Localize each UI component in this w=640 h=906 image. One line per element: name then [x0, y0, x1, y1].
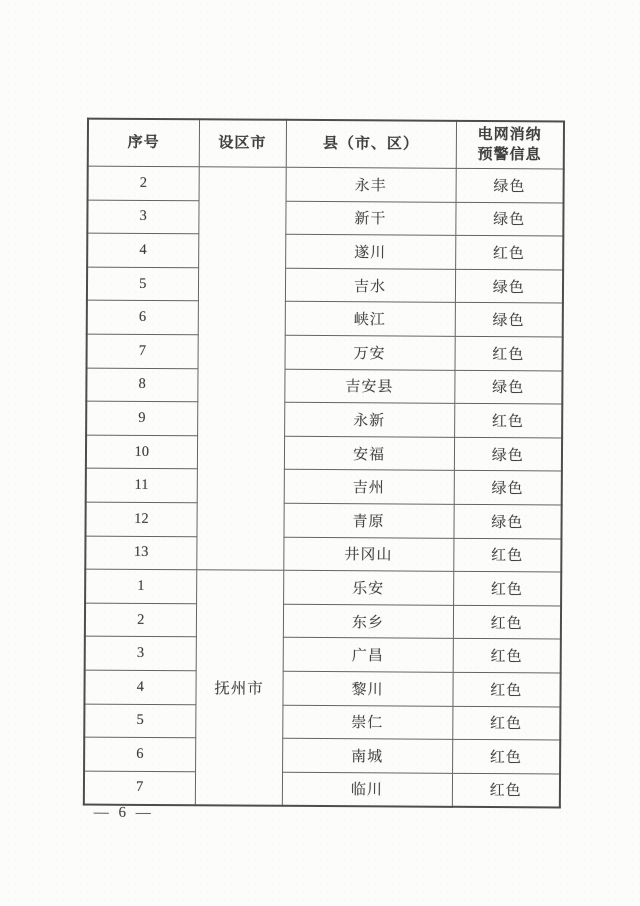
page-number: — 6 — [93, 804, 154, 821]
seq-cell: 6 [84, 737, 195, 771]
county-cell: 东乡 [283, 604, 453, 639]
seq-cell: 4 [87, 233, 198, 267]
grid-warning-table [83, 118, 565, 809]
seq-cell: 5 [87, 267, 198, 301]
status-cell: 绿色 [454, 370, 562, 404]
seq-cell: 2 [88, 166, 199, 200]
seq-cell: 3 [85, 636, 196, 670]
status-cell: 红色 [452, 672, 560, 706]
status-cell: 绿色 [454, 437, 562, 471]
seq-cell: 7 [84, 771, 195, 806]
table-row [85, 502, 561, 539]
seq-cell: 5 [84, 704, 195, 738]
county-cell: 永新 [284, 402, 454, 437]
county-cell: 峡江 [285, 302, 455, 337]
header-city: 设区市 [199, 119, 286, 167]
seq-cell: 2 [85, 603, 196, 637]
county-cell: 青原 [283, 503, 453, 538]
status-cell: 红色 [455, 336, 563, 370]
status-cell: 红色 [452, 773, 560, 808]
status-cell: 红色 [453, 639, 561, 673]
header-county: 县（市、区） [286, 120, 456, 169]
seq-cell: 3 [87, 200, 198, 234]
county-cell: 吉州 [284, 470, 454, 505]
table-row [87, 267, 563, 304]
county-cell: 永丰 [286, 167, 456, 202]
seq-cell: 10 [86, 435, 197, 469]
county-cell: 南城 [282, 738, 452, 773]
table-row [86, 401, 562, 438]
table-row [84, 670, 560, 707]
status-cell: 红色 [453, 538, 561, 572]
status-cell: 红色 [455, 236, 563, 270]
county-cell: 广昌 [283, 638, 453, 673]
county-cell: 临川 [282, 772, 452, 807]
status-cell: 绿色 [455, 303, 563, 337]
status-cell: 绿色 [453, 504, 561, 538]
table-row [87, 200, 563, 237]
status-cell: 绿色 [455, 269, 563, 303]
table-row [85, 636, 561, 673]
table-row [87, 233, 563, 270]
table-header-row [88, 119, 564, 169]
table-row [85, 569, 561, 606]
table-row [86, 368, 562, 405]
county-cell: 新干 [285, 201, 455, 236]
table-row [85, 536, 561, 573]
table-row [84, 704, 560, 741]
seq-cell: 11 [86, 468, 197, 502]
status-cell: 绿色 [454, 471, 562, 505]
seq-cell: 12 [85, 502, 196, 536]
seq-cell: 9 [86, 401, 197, 435]
seq-cell: 7 [87, 334, 198, 368]
status-cell: 红色 [452, 739, 560, 773]
status-cell: 绿色 [456, 168, 564, 202]
status-cell: 红色 [452, 706, 560, 740]
seq-cell: 8 [86, 368, 197, 402]
county-cell: 吉安县 [284, 369, 454, 404]
table-row [88, 166, 564, 203]
city-cell [196, 167, 285, 571]
city-cell: 抚州市 [195, 570, 283, 806]
header-warning: 电网消纳 预警信息 [456, 121, 564, 169]
table-row [87, 334, 563, 371]
county-cell: 遂川 [285, 234, 455, 269]
table-row [87, 300, 563, 337]
county-cell: 安福 [284, 436, 454, 471]
table-row [84, 771, 560, 808]
table-row [85, 603, 561, 640]
table-row [86, 435, 562, 472]
status-cell: 绿色 [455, 202, 563, 236]
status-cell: 红色 [453, 605, 561, 639]
table-row [86, 468, 562, 505]
seq-cell: 4 [84, 670, 195, 704]
county-cell: 吉水 [285, 268, 455, 303]
county-cell: 万安 [285, 335, 455, 370]
status-cell: 红色 [454, 403, 562, 437]
county-cell: 井冈山 [283, 537, 453, 572]
seq-cell: 6 [87, 300, 198, 334]
seq-cell: 1 [85, 569, 196, 603]
county-cell: 崇仁 [282, 705, 452, 740]
status-cell: 红色 [453, 571, 561, 605]
table-row [84, 737, 560, 774]
seq-cell: 13 [85, 536, 196, 570]
county-cell: 黎川 [282, 671, 452, 706]
county-cell: 乐安 [283, 570, 453, 605]
header-seq: 序号 [88, 119, 199, 167]
